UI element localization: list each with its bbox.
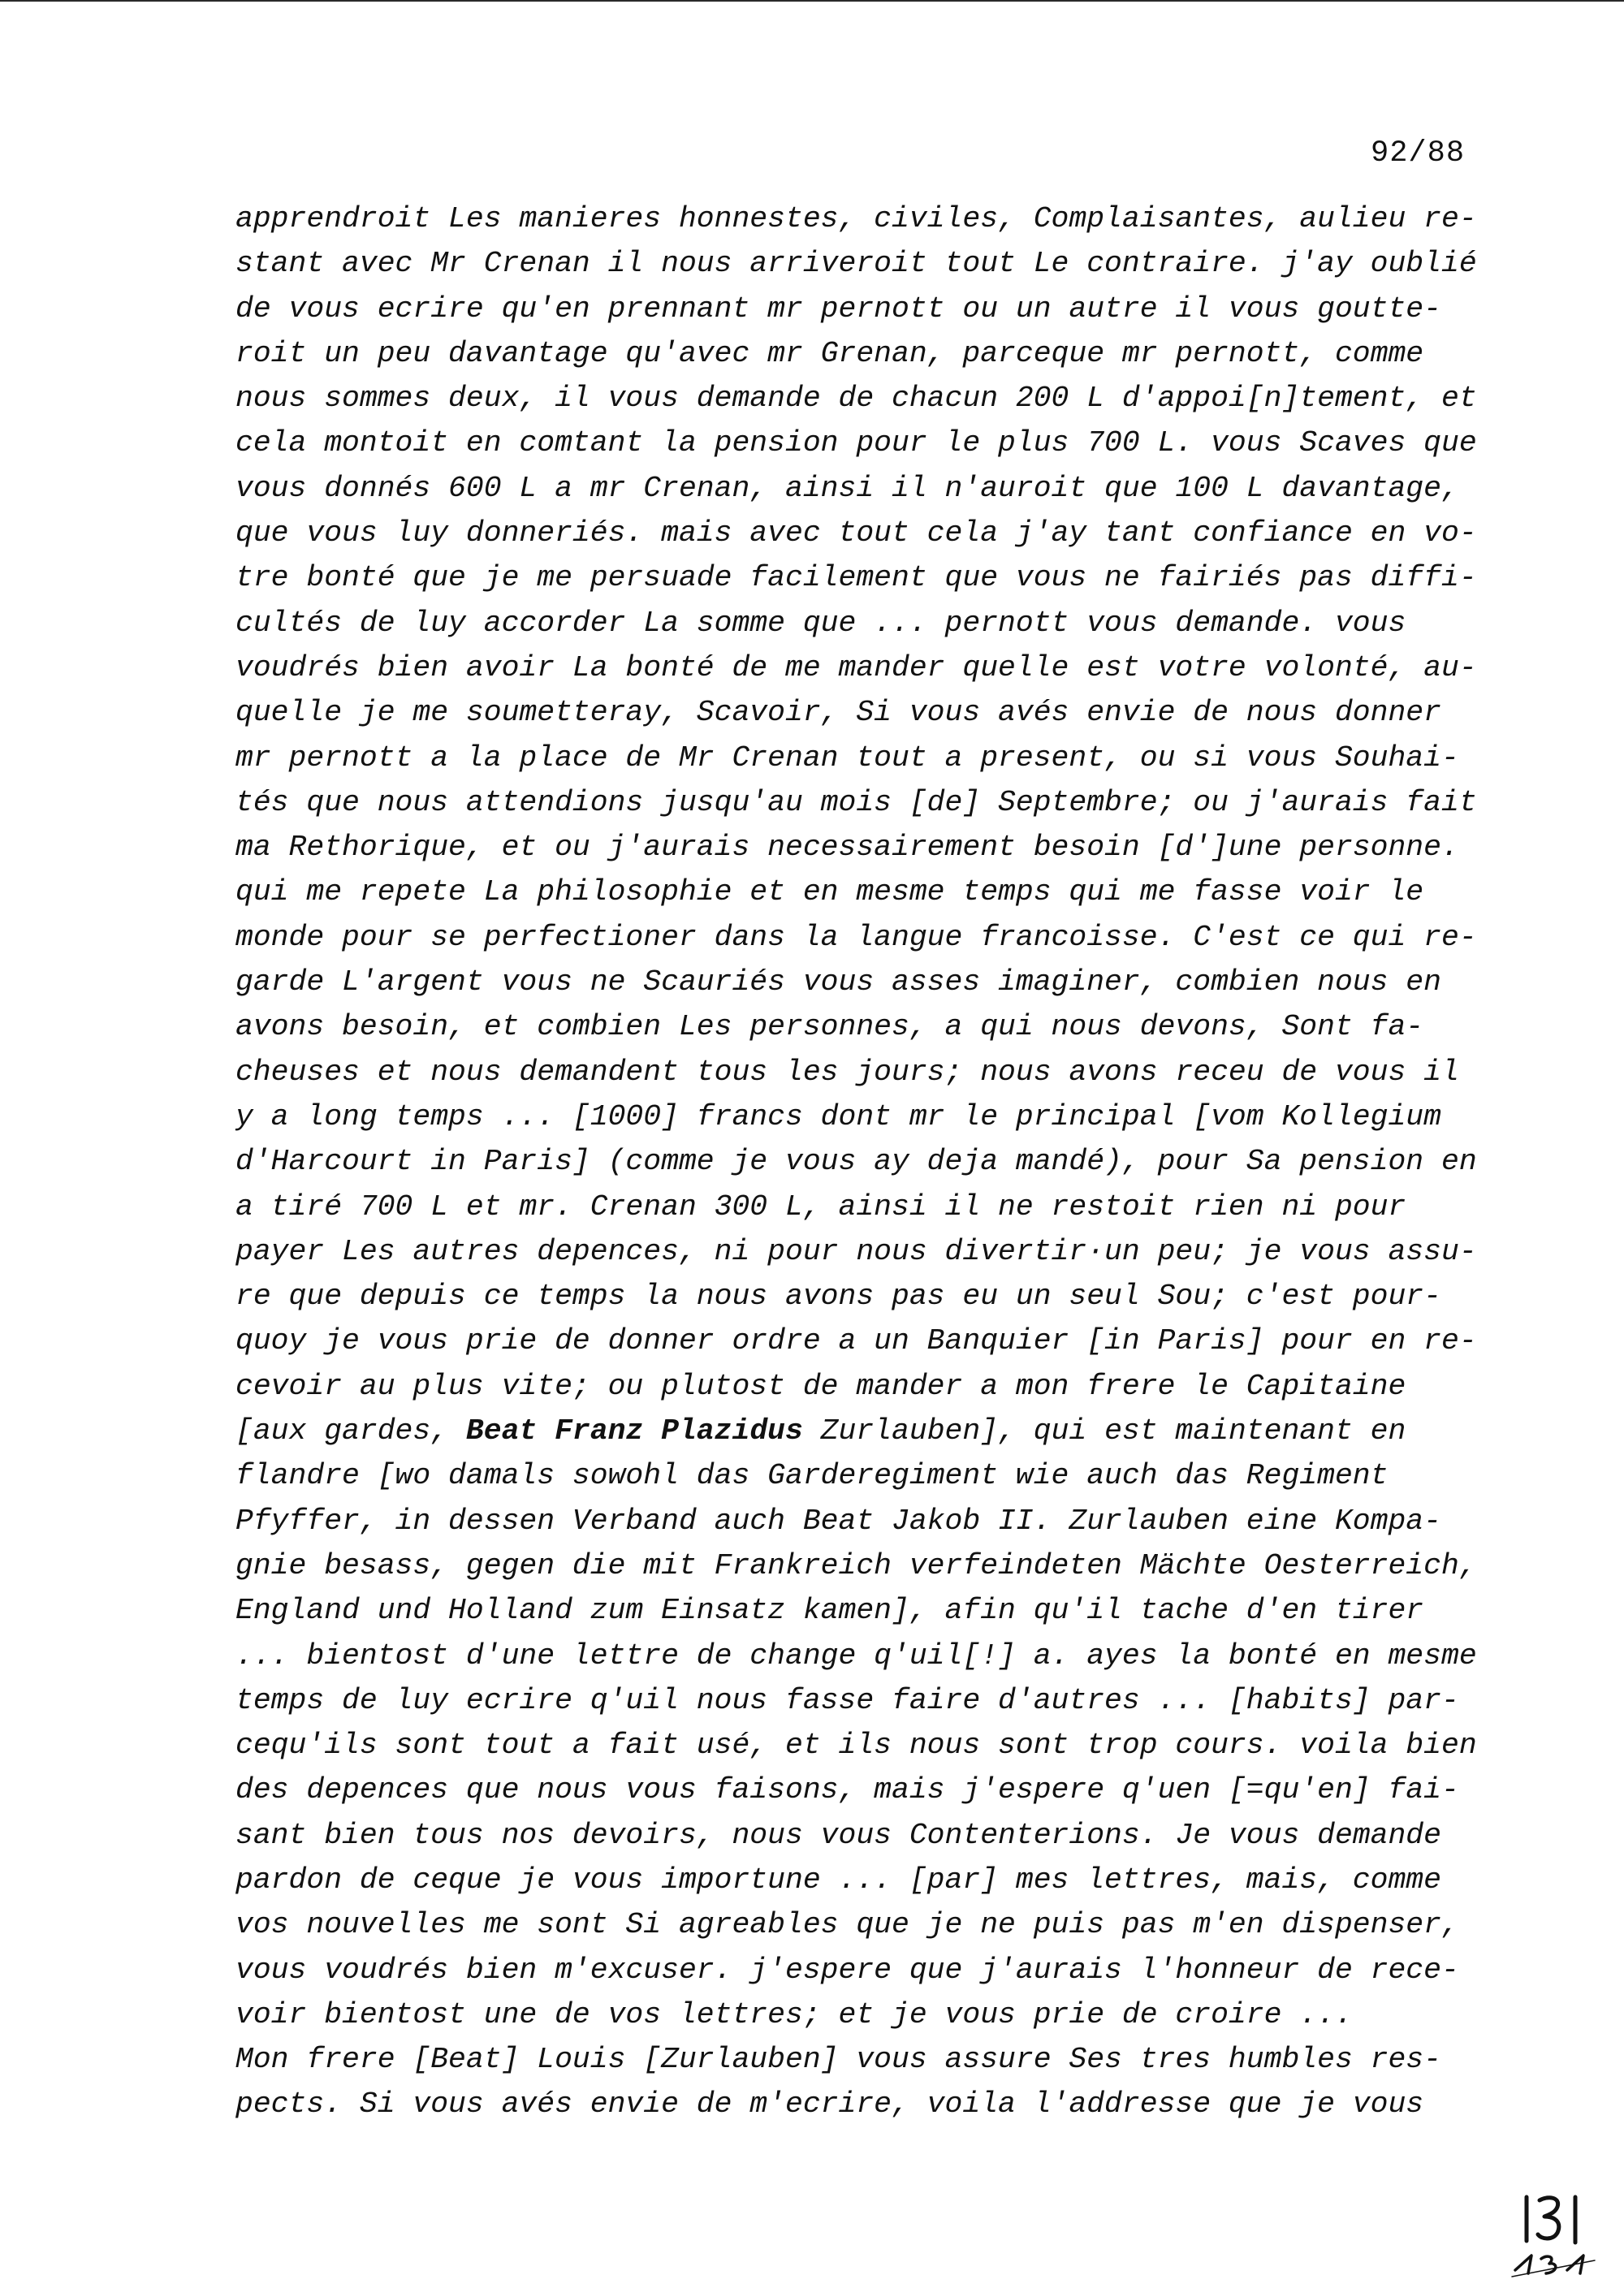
text-line xyxy=(235,1409,1518,1453)
text-line: ... bientost d'une lettre de change q'uil[!] a. ayes la bonté en mesme xyxy=(235,1638,1477,1673)
text-line: gnie besass, gegen die mit Frankreich verfeindeten Mächte Oesterreich, xyxy=(235,1548,1477,1582)
text-line: cultés de luy accorder La somme que ... pernott vous demande. vous xyxy=(235,606,1406,640)
archive-folio-mark xyxy=(1510,2192,1600,2282)
text-line: voudrés bien avoir La bonté de me mander quelle est votre volonté, au- xyxy=(235,650,1477,684)
bold-name: Beat Franz Plazidus xyxy=(465,1414,803,1448)
text-line: a tiré 700 L et mr. Crenan 300 L, ainsi il ne restoit rien ni pour xyxy=(235,1189,1406,1224)
text-line: England und Holland zum Einsatz kamen], afin qu'il tache d'en tirer xyxy=(235,1594,1424,1628)
text-line: apprendroit Les manieres honnestes, civiles, Complaisantes, aulieu re- xyxy=(235,202,1477,235)
text-line: Mon frere [Beat] Louis [Zurlauben] vous assure Ses tres humbles res- xyxy=(235,2043,1441,2077)
text-line: roit un peu davantage qu'avec mr Grenan, parceque mr pernott, comme xyxy=(235,336,1424,370)
text-line: avons besoin, et combien Les personnes, a qui nous devons, Sont fa- xyxy=(235,1010,1424,1044)
text-line: temps de luy ecrire q'uil nous fasse faire d'autres ... [habits] par- xyxy=(235,1683,1459,1717)
text-line: cevoir au plus vite; ou plutost de mander a mon frere le Capitaine xyxy=(235,1369,1406,1403)
text-line-segment: Zurlauben], qui est maintenant en xyxy=(802,1414,1406,1448)
text-line: de vous ecrire qu'en prennant mr pernott ou un autre il vous goutte- xyxy=(235,291,1441,326)
text-line: qui me repete La philosophie et en mesme temps qui me fasse voir le xyxy=(235,875,1424,909)
folio-stamp-131 xyxy=(1527,2197,1575,2243)
text-line: pardon de ceque je vous importune ... [par] mes lettres, mais, comme xyxy=(235,1863,1441,1897)
text-line: d'Harcourt in Paris] (comme je vous ay deja mandé), pour Sa pension en xyxy=(235,1145,1477,1179)
text-line: nous sommes deux, il vous demande de chacun 200 L d'appoi[n]tement, et xyxy=(235,382,1477,416)
text-line: vous donnés 600 L a mr Crenan, ainsi il n'auroit que 100 L davantage, xyxy=(235,471,1459,505)
text-line: tés que nous attendions jusqu'au mois [de] Septembre; ou j'aurais fait xyxy=(235,785,1477,819)
text-line: cheuses et nous demandent tous les jours; nous avons receu de vous il xyxy=(235,1055,1459,1089)
letter-transcription xyxy=(235,196,1518,2127)
text-line: re que depuis ce temps la nous avons pas eu un seul Sou; c'est pour- xyxy=(235,1280,1441,1314)
text-line: sant bien tous nos devoirs, nous vous Contenterions. Je vous demande xyxy=(235,1818,1441,1852)
text-line: monde pour se perfectioner dans la langue francoisse. C'est ce qui re- xyxy=(235,920,1477,954)
scan-top-edge xyxy=(0,0,1624,2)
text-line: Pfyffer, in dessen Verband auch Beat Jakob II. Zurlauben eine Kompa- xyxy=(235,1504,1441,1538)
text-line: garde L'argent vous ne Scauriés vous asses imaginer, combien nous en xyxy=(235,965,1441,999)
text-line: quoy je vous prie de donner ordre a un Banquier [in Paris] pour en re- xyxy=(235,1324,1477,1358)
text-line-segment: [aux gardes, xyxy=(235,1414,466,1448)
text-line: que vous luy donneriés. mais avec tout cela j'ay tant confiance en vo- xyxy=(235,516,1477,550)
text-line: cequ'ils sont tout a fait usé, et ils nous sont trop cours. voila bien xyxy=(235,1729,1477,1763)
text-line: des depences que nous vous faisons, mais j'espere q'uen [=qu'en] fai- xyxy=(235,1773,1459,1807)
text-line: voir bientost une de vos lettres; et je vous prie de croire ... xyxy=(235,1997,1353,2031)
page-number: 92/88 xyxy=(1371,136,1466,171)
text-line: quelle je me soumetteray, Scavoir, Si vous avés envie de nous donner xyxy=(235,696,1441,730)
text-line: mr pernott a la place de Mr Crenan tout a present, ou si vous Souhai- xyxy=(235,740,1459,775)
text-line: tre bonté que je me persuade facilement que vous ne fairiés pas diffi- xyxy=(235,561,1477,595)
folio-handwritten-131 xyxy=(1512,2256,1595,2277)
text-line: ma Rethorique, et ou j'aurais necessairement besoin [d']une personne. xyxy=(235,831,1459,865)
text-line: vous voudrés bien m'excuser. j'espere que j'aurais l'honneur de rece- xyxy=(235,1953,1459,1987)
text-line: stant avec Mr Crenan il nous arriveroit tout Le contraire. j'ay oublié xyxy=(235,247,1477,281)
text-line: pects. Si vous avés envie de m'ecrire, voila l'addresse que je vous xyxy=(235,2087,1424,2122)
text-line: payer Les autres depences, ni pour nous divertir·un peu; je vous assu- xyxy=(235,1234,1477,1268)
text-line: vos nouvelles me sont Si agreables que je ne puis pas m'en dispenser, xyxy=(235,1908,1459,1942)
text-line: cela montoit en comtant la pension pour le plus 700 L. vous Scaves que xyxy=(235,426,1477,460)
text-line: y a long temps ... [1000] francs dont mr le principal [vom Kollegium xyxy=(235,1099,1441,1133)
text-line: flandre [wo damals sowohl das Garderegiment wie auch das Regiment xyxy=(235,1459,1389,1493)
